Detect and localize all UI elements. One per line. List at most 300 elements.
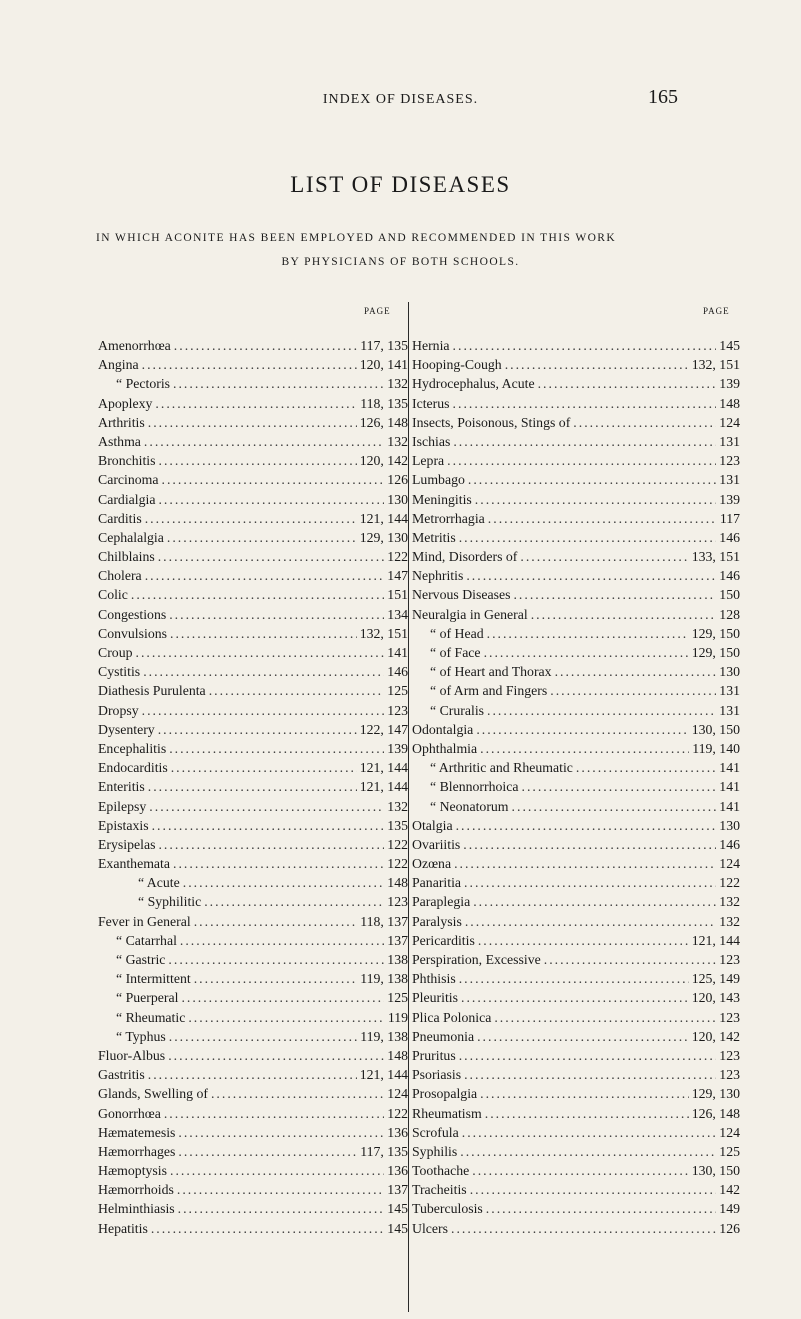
disease-name: Odontalgia xyxy=(412,721,474,737)
disease-name: “ Blennorrhoica xyxy=(430,779,519,795)
disease-name: Angina xyxy=(98,357,139,373)
page-reference: 120, 141 xyxy=(359,357,408,373)
dot-leader xyxy=(148,777,357,796)
dot-leader xyxy=(183,873,385,892)
page-reference: 141 xyxy=(387,645,408,660)
index-entry xyxy=(412,528,740,547)
page-reference: 121, 144 xyxy=(359,760,408,776)
page-reference: 151 xyxy=(387,587,408,603)
disease-name: Amenorrhœa xyxy=(98,338,171,353)
dot-leader xyxy=(512,797,717,816)
disease-name: Cystitis xyxy=(98,664,141,680)
disease-name: Ulcers xyxy=(412,1220,449,1236)
index-entry xyxy=(412,931,740,950)
disease-name: Gonorrhœa xyxy=(98,1105,161,1121)
page-reference: 146 xyxy=(719,568,740,584)
disease-name: Glands, Swelling of xyxy=(98,1086,208,1102)
page-reference: 121, 144 xyxy=(691,932,740,948)
page-reference: 132 xyxy=(719,894,740,910)
right-column xyxy=(412,336,740,1238)
index-entry xyxy=(98,374,408,393)
disease-name: Prosopalgia xyxy=(412,1086,478,1102)
dot-leader xyxy=(162,470,385,489)
index-entry xyxy=(98,1008,408,1027)
page-reference: 128 xyxy=(719,606,740,622)
disease-name: Colic xyxy=(98,587,128,603)
disease-name: “ Intermittent xyxy=(116,971,191,987)
index-entry xyxy=(412,816,740,835)
index-entry xyxy=(412,912,740,931)
page-reference: 135 xyxy=(387,817,408,833)
index-entry xyxy=(98,912,408,931)
disease-name: Plica Polonica xyxy=(412,1009,492,1025)
index-entry xyxy=(98,797,408,816)
page-reference: 123 xyxy=(387,702,408,718)
dot-leader xyxy=(168,950,384,969)
disease-name: Hernia xyxy=(412,338,450,353)
page-reference: 130 xyxy=(387,491,408,507)
dot-leader xyxy=(477,1027,689,1046)
index-entry xyxy=(412,835,740,854)
page-reference: 122 xyxy=(387,549,408,565)
dot-leader xyxy=(173,854,384,873)
index-entry xyxy=(412,374,740,393)
index-entry xyxy=(412,701,740,720)
dot-leader xyxy=(476,720,688,739)
page-reference: 122 xyxy=(387,836,408,852)
disease-name: Metrorrhagia xyxy=(412,510,485,526)
disease-name: “ Neonatorum xyxy=(430,798,509,814)
page-reference: 136 xyxy=(387,1163,408,1179)
page-reference: 120, 143 xyxy=(691,990,740,1006)
dot-leader xyxy=(520,547,688,566)
page-reference: 129, 150 xyxy=(691,645,740,660)
index-entry xyxy=(412,950,740,969)
disease-name: Phthisis xyxy=(412,971,456,987)
index-entry xyxy=(98,528,408,547)
disease-name: Pneumonia xyxy=(412,1028,475,1044)
left-column xyxy=(98,336,408,1238)
disease-name: Pruritus xyxy=(412,1047,456,1063)
index-entry xyxy=(98,490,408,509)
disease-name: Cardialgia xyxy=(98,491,156,507)
page-reference: 123 xyxy=(719,952,740,967)
disease-name: Ozœna xyxy=(412,856,452,872)
page-reference: 121, 144 xyxy=(359,1067,408,1083)
index-entry xyxy=(98,931,408,950)
page-reference: 148 xyxy=(719,395,740,411)
disease-name: Pericarditis xyxy=(412,932,475,948)
index-entry xyxy=(412,1065,740,1084)
disease-name: “ Puerperal xyxy=(116,990,179,1006)
page-reference: 125 xyxy=(387,990,408,1006)
right-column-page-label: PAGE xyxy=(703,306,730,316)
dot-leader xyxy=(456,816,717,835)
disease-name: Enteritis xyxy=(98,779,145,795)
page-reference: 145 xyxy=(387,1220,408,1236)
disease-name: Hooping-Cough xyxy=(412,357,502,373)
page-reference: 149 xyxy=(719,1201,740,1217)
disease-name: Hydrocephalus, Acute xyxy=(412,376,535,392)
page-reference: 117, 135 xyxy=(360,338,408,353)
disease-name: “ Cruralis xyxy=(430,702,485,718)
index-entry xyxy=(412,470,740,489)
index-entry xyxy=(412,1219,740,1238)
disease-name: Helminthiasis xyxy=(98,1201,175,1217)
index-entry xyxy=(412,854,740,873)
disease-name: Congestions xyxy=(98,606,167,622)
page-reference: 123 xyxy=(387,894,408,910)
page-reference: 131 xyxy=(719,683,740,699)
page-reference: 147 xyxy=(387,568,408,584)
page-reference: 130, 150 xyxy=(691,721,740,737)
index-entry xyxy=(98,1161,408,1180)
disease-name: Erysipelas xyxy=(98,836,156,852)
page-reference: 118, 137 xyxy=(360,913,408,929)
index-entry xyxy=(412,1142,740,1161)
page-reference: 130, 150 xyxy=(691,1163,740,1179)
dot-leader xyxy=(180,931,384,950)
page-reference: 150 xyxy=(719,587,740,603)
page-reference: 123 xyxy=(719,1067,740,1083)
dot-leader xyxy=(169,605,384,624)
index-entry xyxy=(98,1065,408,1084)
disease-name: Carcinoma xyxy=(98,472,159,488)
disease-name: Perspiration, Excessive xyxy=(412,952,541,967)
disease-name: Metritis xyxy=(412,529,456,545)
dot-leader xyxy=(464,1065,716,1084)
disease-name: “ Rheumatic xyxy=(116,1009,186,1025)
index-entry xyxy=(412,547,740,566)
dot-leader xyxy=(211,1084,384,1103)
disease-name: Hæmatemesis xyxy=(98,1124,176,1140)
index-entry xyxy=(412,969,740,988)
dot-leader xyxy=(461,988,689,1007)
disease-name: Ovariitis xyxy=(412,836,461,852)
disease-name: Arthritis xyxy=(98,414,145,430)
dot-leader xyxy=(178,1199,385,1218)
index-entry xyxy=(412,777,740,796)
dot-leader xyxy=(459,1046,717,1065)
index-entry xyxy=(412,394,740,413)
dot-leader xyxy=(155,394,357,413)
page-reference: 119, 138 xyxy=(360,1028,408,1044)
disease-name: Cephalalgia xyxy=(98,529,164,545)
disease-name: “ of Head xyxy=(430,625,484,641)
dot-leader xyxy=(485,1104,689,1123)
dot-leader xyxy=(453,336,717,355)
index-entry xyxy=(98,988,408,1007)
dot-leader xyxy=(473,892,716,911)
dot-leader xyxy=(576,758,716,777)
dot-leader xyxy=(459,528,717,547)
disease-name: Paraplegia xyxy=(412,894,471,910)
index-entry xyxy=(98,854,408,873)
index-entry xyxy=(98,547,408,566)
dot-leader xyxy=(487,701,716,720)
dot-leader xyxy=(462,1123,717,1142)
index-entry xyxy=(98,950,408,969)
index-entry xyxy=(412,336,740,355)
page-reference: 126 xyxy=(719,1220,740,1236)
page-reference: 130 xyxy=(719,664,740,680)
disease-name: Rheumatism xyxy=(412,1105,482,1121)
disease-name: Otalgia xyxy=(412,817,453,833)
index-entry xyxy=(412,490,740,509)
disease-name: “ Syphilitic xyxy=(138,894,202,910)
dot-leader xyxy=(550,681,716,700)
disease-name: “ Acute xyxy=(138,875,180,891)
index-entry xyxy=(98,585,408,604)
page-reference: 145 xyxy=(719,338,740,353)
dot-leader xyxy=(148,1065,357,1084)
disease-name: “ of Heart and Thorax xyxy=(430,664,552,680)
dot-leader xyxy=(164,1104,384,1123)
index-entry xyxy=(98,701,408,720)
index-entry xyxy=(98,873,408,892)
dot-leader xyxy=(472,1161,688,1180)
dot-leader xyxy=(494,1008,716,1027)
page-reference: 129, 130 xyxy=(691,1086,740,1102)
index-entry xyxy=(412,566,740,585)
index-entry xyxy=(98,1027,408,1046)
page-reference: 132 xyxy=(387,433,408,449)
dot-leader xyxy=(158,490,384,509)
disease-name: Fluor-Albus xyxy=(98,1047,166,1063)
subtitle-line-1: IN WHICH ACONITE HAS BEEN EMPLOYED AND RECOMMENDED IN THIS WORK xyxy=(96,232,617,244)
page-reference: 132 xyxy=(387,798,408,814)
disease-name: Pleuritis xyxy=(412,990,458,1006)
disease-name: Apoplexy xyxy=(98,395,153,411)
page-reference: 148 xyxy=(387,1047,408,1063)
dot-leader xyxy=(465,912,716,931)
page-reference: 119, 140 xyxy=(692,740,740,756)
dot-leader xyxy=(555,662,717,681)
dot-leader xyxy=(145,509,357,528)
index-entry xyxy=(412,892,740,911)
page-reference: 146 xyxy=(719,529,740,545)
disease-name: Insects, Poisonous, Stings of xyxy=(412,414,571,430)
disease-name: Paralysis xyxy=(412,913,462,929)
page-reference: 117, 135 xyxy=(360,1143,408,1159)
disease-name: Tuberculosis xyxy=(412,1201,483,1217)
page-reference: 137 xyxy=(387,932,408,948)
dot-leader xyxy=(152,816,385,835)
index-entry xyxy=(98,624,408,643)
dot-leader xyxy=(171,758,357,777)
disease-name: Bronchitis xyxy=(98,453,156,469)
index-entry xyxy=(412,1104,740,1123)
dot-leader xyxy=(480,1084,689,1103)
index-entry xyxy=(98,413,408,432)
index-entry xyxy=(412,1084,740,1103)
page-reference: 119 xyxy=(387,1009,408,1025)
page-number: 165 xyxy=(648,86,678,108)
disease-name: Mind, Disorders of xyxy=(412,549,518,565)
disease-name: Nephritis xyxy=(412,568,464,584)
dot-leader xyxy=(531,605,717,624)
page-reference: 139 xyxy=(719,491,740,507)
disease-name: Meningitis xyxy=(412,491,472,507)
index-entry xyxy=(98,1219,408,1238)
index-entry xyxy=(98,432,408,451)
page-reference: 117 xyxy=(719,510,740,526)
disease-name: Exanthemata xyxy=(98,856,171,872)
page-reference: 139 xyxy=(387,740,408,756)
dot-leader xyxy=(178,1142,357,1161)
index-entry xyxy=(412,1027,740,1046)
index-entry xyxy=(98,1046,408,1065)
index-entry xyxy=(412,1123,740,1142)
index-entry xyxy=(412,988,740,1007)
dot-leader xyxy=(136,643,385,662)
disease-name: Psoriasis xyxy=(412,1067,462,1083)
index-entry xyxy=(412,797,740,816)
dot-leader xyxy=(158,835,384,854)
disease-name: Croup xyxy=(98,645,133,660)
disease-name: “ of Arm and Fingers xyxy=(430,683,548,699)
subtitle-line-2: BY PHYSICIANS OF BOTH SCHOOLS. xyxy=(281,256,520,268)
index-entry xyxy=(412,662,740,681)
dot-leader xyxy=(505,355,689,374)
dot-leader xyxy=(142,701,385,720)
dot-leader xyxy=(143,662,384,681)
index-entry xyxy=(98,681,408,700)
index-entry xyxy=(412,720,740,739)
dot-leader xyxy=(451,1219,716,1238)
dot-leader xyxy=(168,1046,384,1065)
dot-leader xyxy=(194,969,358,988)
dot-leader xyxy=(145,566,385,585)
page-reference: 118, 135 xyxy=(360,395,408,411)
index-entry xyxy=(412,643,740,662)
index-entry xyxy=(98,1180,408,1199)
disease-name: Scrofula xyxy=(412,1124,459,1140)
dot-leader xyxy=(177,1180,384,1199)
index-entry xyxy=(98,892,408,911)
index-entry xyxy=(412,681,740,700)
index-entry xyxy=(98,394,408,413)
index-entry xyxy=(98,816,408,835)
dot-leader xyxy=(148,413,357,432)
dot-leader xyxy=(131,585,384,604)
index-entry xyxy=(98,662,408,681)
index-entry xyxy=(98,470,408,489)
index-entry xyxy=(98,1142,408,1161)
disease-name: Gastritis xyxy=(98,1067,145,1083)
dot-leader xyxy=(158,547,385,566)
dot-leader xyxy=(169,739,384,758)
dot-leader xyxy=(142,355,357,374)
page-reference: 123 xyxy=(719,1009,740,1025)
page-reference: 130 xyxy=(719,817,740,833)
page-reference: 134 xyxy=(387,606,408,622)
index-entry xyxy=(412,758,740,777)
disease-name: “ Typhus xyxy=(116,1028,166,1044)
disease-name: Endocarditis xyxy=(98,760,168,776)
dot-leader xyxy=(178,1123,384,1142)
dot-leader xyxy=(174,336,357,355)
page-reference: 120, 142 xyxy=(691,1028,740,1044)
index-entry xyxy=(412,624,740,643)
dot-leader xyxy=(488,509,717,528)
dot-leader xyxy=(149,797,384,816)
disease-name: Asthma xyxy=(98,433,141,449)
disease-name: Dysentery xyxy=(98,721,155,737)
index-entry xyxy=(412,355,740,374)
dot-leader xyxy=(573,413,716,432)
dot-leader xyxy=(159,451,357,470)
index-entry xyxy=(412,451,740,470)
page-reference: 132, 151 xyxy=(691,357,740,373)
index-entry xyxy=(412,432,740,451)
index-entry xyxy=(98,969,408,988)
index-entry xyxy=(412,509,740,528)
page-reference: 122, 147 xyxy=(359,721,408,737)
disease-name: Panaritia xyxy=(412,875,462,891)
running-head-text: INDEX OF DISEASES. xyxy=(322,92,479,107)
disease-name: Cholera xyxy=(98,568,142,584)
disease-name: Convulsions xyxy=(98,625,167,641)
disease-name: Diathesis Purulenta xyxy=(98,683,206,699)
dot-leader xyxy=(513,585,716,604)
disease-name: Nervous Diseases xyxy=(412,587,511,603)
disease-name: Tracheitis xyxy=(412,1182,467,1198)
left-column-page-label: PAGE xyxy=(364,306,391,316)
page-reference: 141 xyxy=(719,798,740,814)
disease-name: “ Catarrhal xyxy=(116,932,177,948)
index-entry xyxy=(98,1104,408,1123)
index-entry xyxy=(412,873,740,892)
disease-name: Syphilis xyxy=(412,1143,458,1159)
dot-leader xyxy=(464,873,716,892)
index-entry xyxy=(98,1084,408,1103)
page-reference: 129, 150 xyxy=(691,625,740,641)
page-reference: 141 xyxy=(719,760,740,776)
dot-leader xyxy=(188,1008,384,1027)
disease-name: Icterus xyxy=(412,395,450,411)
dot-leader xyxy=(487,624,689,643)
page-reference: 131 xyxy=(719,472,740,488)
page-reference: 126, 148 xyxy=(691,1105,740,1121)
page-reference: 142 xyxy=(719,1182,740,1198)
disease-name: Ischias xyxy=(412,433,451,449)
page-reference: 132, 151 xyxy=(359,625,408,641)
disease-name: “ Gastric xyxy=(116,952,166,967)
index-entry xyxy=(98,509,408,528)
page-reference: 125, 149 xyxy=(691,971,740,987)
page-reference: 124 xyxy=(719,856,740,872)
disease-name: Dropsy xyxy=(98,702,139,718)
page-reference: 131 xyxy=(719,433,740,449)
page-reference: 136 xyxy=(387,1124,408,1140)
dot-leader xyxy=(468,470,716,489)
dot-leader xyxy=(478,931,689,950)
page-reference: 126, 148 xyxy=(359,414,408,430)
disease-name: “ of Face xyxy=(430,645,481,660)
page-reference: 122 xyxy=(387,1105,408,1121)
page-reference: 121, 144 xyxy=(359,779,408,795)
page-reference: 132 xyxy=(387,376,408,392)
index-entry xyxy=(412,585,740,604)
dot-leader xyxy=(170,624,357,643)
index-entry xyxy=(98,605,408,624)
dot-leader xyxy=(460,1142,716,1161)
page-title: LIST OF DISEASES xyxy=(290,172,511,197)
disease-name: “ Pectoris xyxy=(116,376,171,392)
dot-leader xyxy=(470,1180,717,1199)
dot-leader xyxy=(544,950,717,969)
